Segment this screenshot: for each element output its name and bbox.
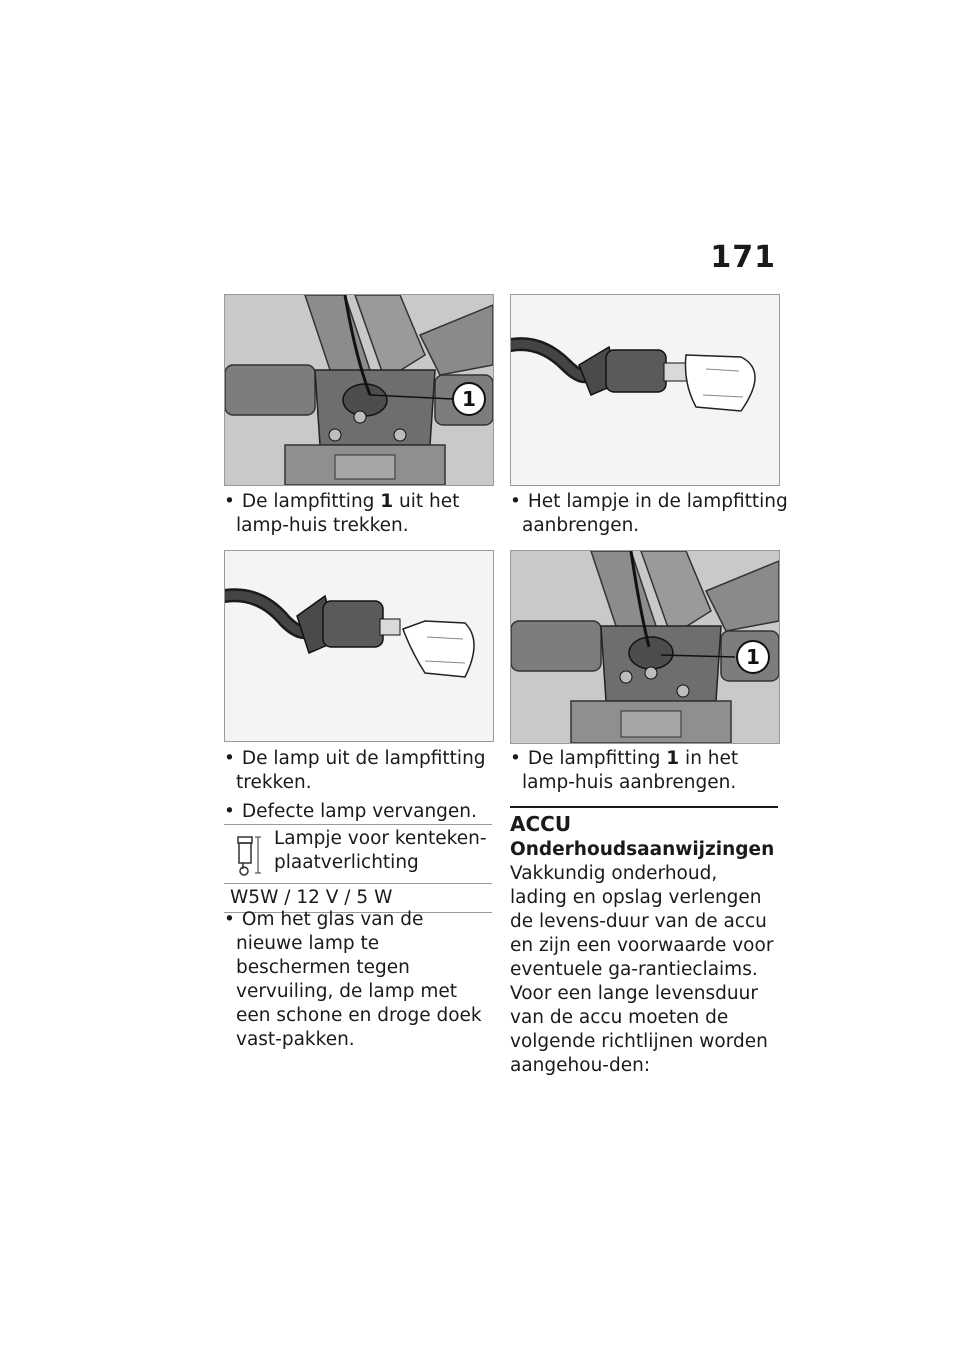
spec-header — [224, 825, 492, 884]
callout-label: 1 — [462, 387, 476, 411]
page-number: 171 — [710, 240, 776, 275]
lamp-housing-illustration — [225, 295, 493, 485]
step-text: in het lamp-huis aanbrengen. — [522, 748, 739, 793]
fitting-install-figure — [510, 550, 780, 744]
section-divider — [510, 806, 778, 808]
lamp-spec-table — [224, 824, 492, 913]
spec-value: W5W / 12 V / 5 W — [230, 887, 393, 908]
bulb-in-fitting-figure — [510, 294, 780, 486]
callout-label: 1 — [746, 645, 760, 669]
paragraph-maintenance: Vakkundig onderhoud, lading en opslag verlengen de levens-duur van de accu en zijn een voorwaarde voor eventuele ga-rantieclaims. — [510, 863, 774, 980]
subsection-title: Onderhoudsaanwijzingen — [510, 839, 775, 860]
reference-number: 1 — [666, 748, 680, 769]
step-text: De lamp uit de lampfitting trekken. — [236, 748, 486, 793]
step-handle-glass — [224, 908, 488, 1052]
step-text: uit het lamp-huis trekken. — [236, 491, 460, 536]
paragraph-guidelines: Voor een lange levensduur van de accu moeten de volgende richtlijnen worden aangehou-den: — [510, 983, 768, 1076]
fitting-install-illustration — [511, 551, 779, 743]
lamp-housing-figure — [224, 294, 494, 486]
step-text: Defecte lamp vervangen. — [241, 801, 477, 822]
step-text: Om het glas van de nieuwe lamp te beschermen tegen vervuiling, de lamp met een schone en droge doek vast-pakken. — [236, 909, 482, 1050]
step-remove-fitting — [224, 490, 506, 538]
step-remove-bulb — [224, 747, 504, 795]
spec-label: Lampje voor kenteken-plaatverlichting — [274, 828, 487, 873]
step-replace-lamp — [224, 800, 504, 824]
step-text: De lampfitting — [527, 748, 667, 769]
bulb-removal-figure — [224, 550, 494, 742]
section-title: ACCU — [510, 812, 572, 836]
step-insert-bulb — [510, 490, 790, 538]
step-install-fitting — [510, 747, 790, 795]
step-text: De lampfitting — [241, 491, 381, 512]
step-text: Het lampje in de lampfitting aanbrengen. — [522, 491, 788, 536]
reference-number: 1 — [380, 491, 394, 512]
bulb-removal-illustration — [225, 551, 493, 741]
bulb-in-fitting-illustration — [511, 295, 779, 485]
bulb-icon — [234, 833, 264, 877]
